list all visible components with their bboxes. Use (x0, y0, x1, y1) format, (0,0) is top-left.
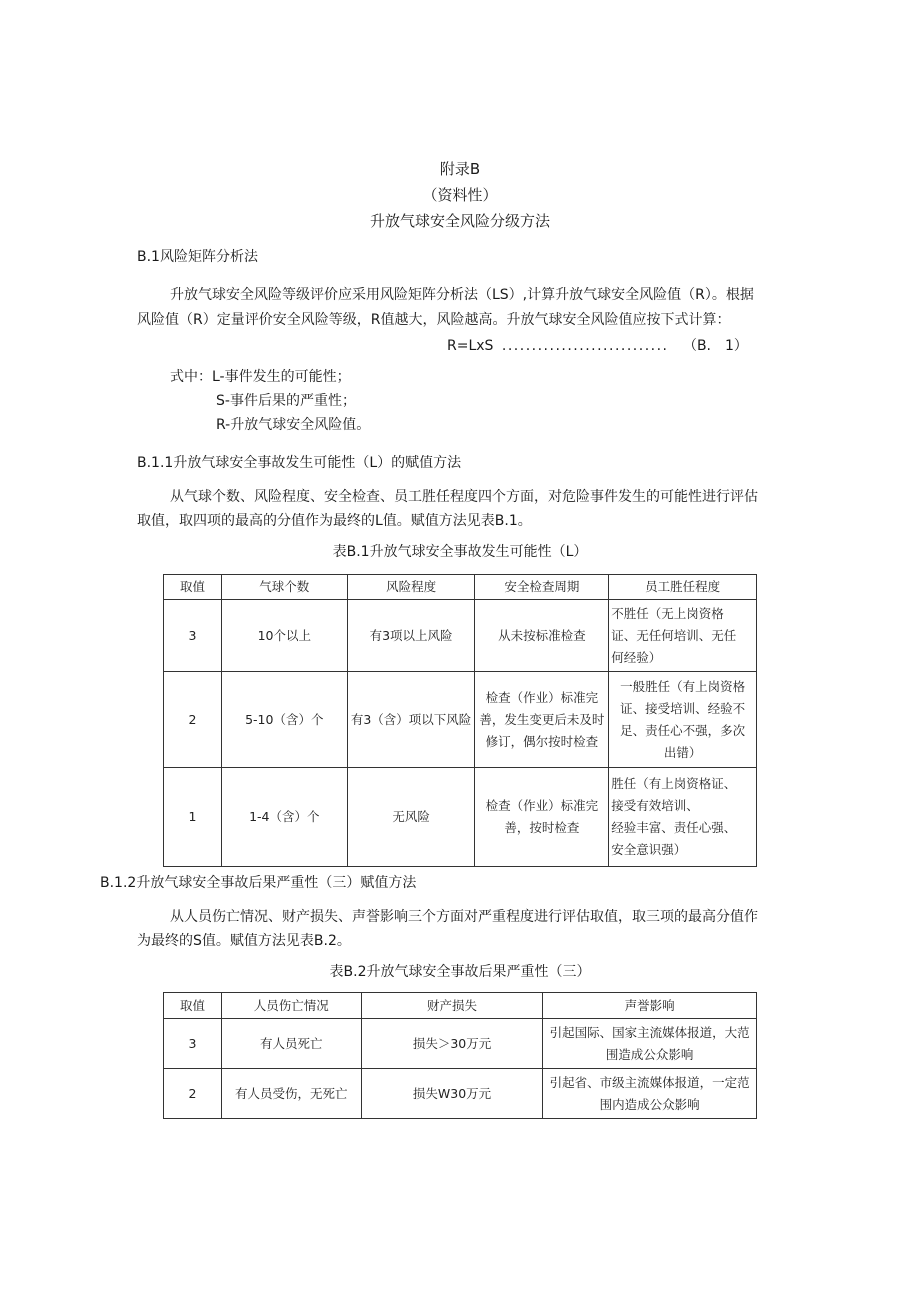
paragraph-line: 为最终的S值。赋值方法见表B.2。 (137, 933, 351, 949)
formula-number: （B. 1） (682, 338, 748, 354)
cell-line: 足、责任心不强，多次 (620, 722, 746, 738)
cell-line: 证、接受培训、经验不 (620, 700, 746, 716)
table-caption-b2: 表B.2升放气球安全事故后果严重性（三） (329, 964, 591, 980)
cell-line: 何经验） (611, 649, 662, 665)
cell-line: 证、无任何培训、无任 (611, 627, 737, 643)
cell-line: 善，按时检查 (504, 820, 580, 835)
table-cell-count: 5-10（含）个 (221, 672, 347, 768)
cell-line: 引起省、市级主流媒体报道，一定范 (549, 1074, 750, 1090)
section-heading-b12: B.1.2升放气球安全事故后果严重性（三）赋值方法 (100, 875, 417, 891)
table-cell-competence (609, 672, 757, 768)
formula-where-l: 式中：L-事件发生的可能性； (170, 369, 351, 385)
table-cell-risk: 有3项以上风险 (347, 600, 475, 672)
cell-line: 围内造成公众影响 (599, 1096, 700, 1112)
table-row (164, 1019, 757, 1069)
cell-line: 一般胜任（有上岗资格 (620, 678, 746, 694)
table-row (164, 1069, 757, 1119)
table-cell-value: 3 (164, 1019, 222, 1069)
table-header-row (164, 993, 757, 1019)
table-b1 (163, 574, 757, 867)
cell-line: 检查（作业）标准完 (485, 689, 599, 705)
table-cell-count: 1-4（含）个 (221, 768, 347, 867)
paragraph-line: 风险值（R）定量评价安全风险等级，R值越大，风险越高。升放气球安全风险值应按下式计算： (137, 312, 731, 328)
table-cell-inspection (475, 768, 609, 867)
table-header-cell: 声誉影响 (543, 993, 757, 1019)
table-cell-risk: 无风险 (347, 768, 475, 867)
formula-where-s: S-事件后果的严重性； (216, 393, 356, 409)
paragraph-line: 取值，取四项的最高的分值作为最终的L值。赋值方法见表B.1。 (137, 513, 532, 529)
table-row (164, 600, 757, 672)
section-heading-b11: B.1.1升放气球安全事故发生可能性（L）的赋值方法 (137, 455, 462, 471)
table-cell-value: 2 (164, 672, 222, 768)
cell-line: 胜任（有上岗资格证、 (611, 776, 737, 791)
table-cell-inspection (475, 672, 609, 768)
cell-line: 检查（作业）标准完 (485, 798, 599, 813)
table-header-cell: 人员伤亡情况 (221, 993, 361, 1019)
table-header-cell: 取值 (164, 993, 222, 1019)
cell-line: 出错） (663, 744, 702, 760)
formula-where-r: R-升放气球安全风险值。 (216, 417, 371, 433)
cell-line: 安全意识强） (611, 842, 687, 857)
table-row (164, 768, 757, 867)
formula (447, 335, 748, 355)
table-header-cell: 员工胜任程度 (609, 575, 757, 600)
table-header-cell: 取值 (164, 575, 222, 600)
section-heading-b1: B.1风险矩阵分析法 (137, 249, 258, 265)
table-header-row (164, 575, 757, 600)
table-cell-value: 2 (164, 1069, 222, 1119)
table-cell-loss: 损失＞30万元 (361, 1019, 543, 1069)
cell-line: 修订，偶尔按时检查 (485, 733, 599, 749)
table-cell-competence (609, 600, 757, 672)
table-cell-loss: 损失W30万元 (361, 1069, 543, 1119)
table-cell-reputation (543, 1069, 757, 1119)
paragraph-line: 从人员伤亡情况、财产损失、声誉影响三个方面对严重程度进行评估取值，取三项的最高分值作 (170, 909, 758, 925)
table-caption-b1: 表B.1升放气球安全事故发生可能性（L） (332, 544, 588, 560)
cell-line: 从未按标准检查 (498, 627, 586, 643)
table-header-cell: 财产损失 (361, 993, 543, 1019)
cell-line: 围造成公众影响 (605, 1046, 694, 1062)
table-cell-casualty: 有人员死亡 (221, 1019, 361, 1069)
paragraph-line: 升放气球安全风险等级评价应采用风险矩阵分析法（LS）,计算升放气球安全风险值（R）。根据 (170, 287, 754, 303)
table-cell-value: 3 (164, 600, 222, 672)
table-header-cell: 风险程度 (347, 575, 475, 600)
table-cell-inspection (475, 600, 609, 672)
formula-expression: R=LxS (447, 338, 494, 354)
table-cell-value: 1 (164, 768, 222, 867)
table-cell-casualty: 有人员受伤，无死亡 (221, 1069, 361, 1119)
page-title: 升放气球安全风险分级方法 (369, 212, 550, 230)
table-cell-count: 10个以上 (221, 600, 347, 672)
paragraph-line: 从气球个数、风险程度、安全检查、员工胜任程度四个方面，对危险事件发生的可能性进行评估 (170, 489, 758, 505)
cell-line: 引起国际、国家主流媒体报道，大范 (549, 1024, 750, 1040)
appendix-label: 附录B (439, 160, 481, 178)
table-header-cell: 安全检查周期 (475, 575, 609, 600)
cell-line: 善，发生变更后未及时 (479, 711, 605, 727)
cell-line: 接受有效培训、 (611, 798, 699, 813)
table-b2 (163, 992, 757, 1119)
formula-leader-dots: ............................ (501, 338, 669, 354)
table-header-cell: 气球个数 (221, 575, 347, 600)
table-row (164, 672, 757, 768)
appendix-nature: （资料性） (422, 186, 498, 204)
cell-line: 经验丰富、责任心强、 (611, 820, 737, 835)
table-cell-reputation (543, 1019, 757, 1069)
table-cell-competence (609, 768, 757, 867)
table-cell-risk: 有3（含）项以下风险 (347, 672, 475, 768)
cell-line: 不胜任（无上岗资格 (611, 605, 724, 621)
